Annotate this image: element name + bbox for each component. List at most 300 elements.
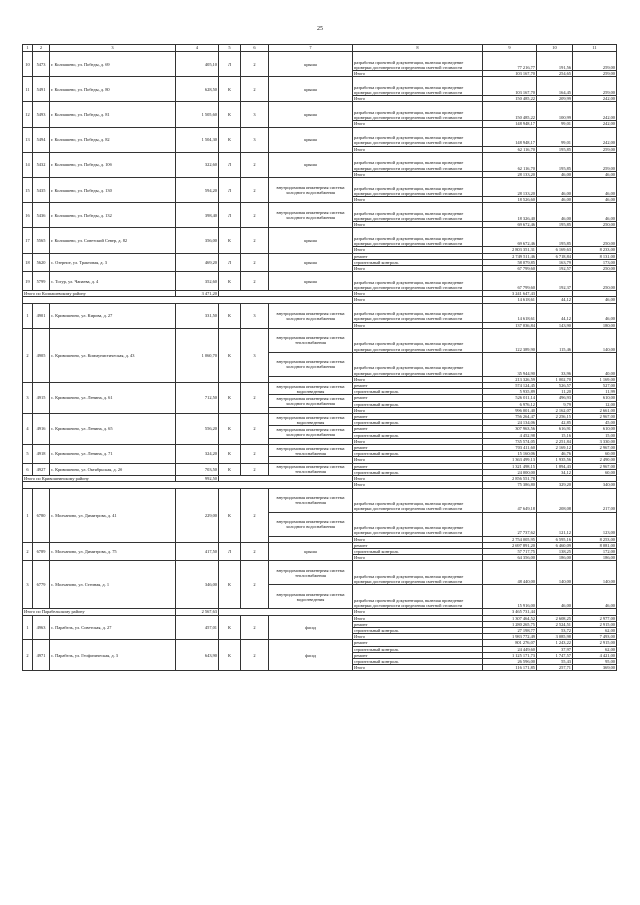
area: 324,20 bbox=[176, 445, 219, 464]
area: 457,01 bbox=[176, 615, 219, 640]
cost: 18 526,60 bbox=[483, 197, 537, 203]
element: крыша bbox=[269, 542, 353, 561]
limit-cost: 242,00 bbox=[573, 127, 617, 146]
cost: 75 386,80 bbox=[483, 482, 537, 488]
row-number: 18 bbox=[23, 253, 33, 272]
house-id: 4916 bbox=[33, 414, 50, 445]
limit-cost: 8 253,00 bbox=[573, 536, 617, 542]
unit-cost: 1 747,57 bbox=[537, 652, 573, 658]
work-type: ремонт bbox=[353, 395, 483, 401]
address: с. Кривошеино, ул. Ленина, д. 71 bbox=[50, 445, 176, 464]
limit-cost: 46,00 bbox=[573, 178, 617, 197]
element: внутридомовая инженерная система теплоснабжения bbox=[269, 488, 353, 512]
work-type: строительный контроль bbox=[353, 401, 483, 407]
col-header: 2 bbox=[33, 45, 50, 52]
house-id: 4915 bbox=[33, 383, 50, 414]
col-header: 6 bbox=[241, 45, 269, 52]
limit-cost: 250,00 bbox=[573, 228, 617, 247]
district-total-label: Итого по Кривошеинскому району bbox=[23, 476, 176, 482]
table-body bbox=[23, 52, 617, 671]
house-id: 4901 bbox=[33, 303, 50, 328]
area: 703,50 bbox=[176, 463, 219, 475]
unit-cost: 192,57 bbox=[537, 266, 573, 272]
limit-cost: 2 977,00 bbox=[573, 615, 617, 621]
house-id: 5565 bbox=[33, 228, 50, 253]
floors: 2 bbox=[241, 561, 269, 609]
work-type: строительный контроль bbox=[353, 451, 483, 457]
work-type: ремонт bbox=[353, 463, 483, 469]
address: с. Парабель, ул. Геофизическая, д. 3 bbox=[50, 640, 176, 671]
unit-cost: 46,00 bbox=[537, 203, 573, 222]
cost: 62 116,70 bbox=[483, 146, 537, 152]
area: 356,00 bbox=[176, 228, 219, 253]
limit-cost: 173,00 bbox=[573, 259, 617, 265]
cost: 28 133,20 bbox=[483, 178, 537, 197]
col-header: 11 bbox=[573, 45, 617, 52]
row-number: 17 bbox=[23, 228, 33, 253]
table-row bbox=[23, 203, 617, 222]
house-id: 5493 bbox=[33, 102, 50, 127]
work-type: строительный контроль bbox=[353, 658, 483, 664]
col-header: 7 bbox=[269, 45, 353, 52]
total-label: Итого bbox=[353, 482, 483, 488]
wall-material: Л bbox=[219, 203, 241, 228]
wall-material: К bbox=[219, 303, 241, 328]
limit-cost: 3 330,00 bbox=[573, 438, 617, 444]
wall-material: К bbox=[219, 488, 241, 542]
unit-cost: 99,01 bbox=[537, 121, 573, 127]
area: 628,50 bbox=[176, 77, 219, 102]
unit-cost: 1 002,70 bbox=[537, 376, 573, 382]
wall-material: К bbox=[219, 127, 241, 152]
floors: 2 bbox=[241, 615, 269, 640]
element: внутридомовая инженерная система водоотведения bbox=[269, 383, 353, 395]
unit-cost: 164,45 bbox=[537, 77, 573, 96]
work-type: разработка проектной документации, включая проведение проверки достоверности определения сметной стоимости bbox=[353, 228, 483, 247]
element: крыша bbox=[269, 52, 353, 77]
floors: 2 bbox=[241, 445, 269, 464]
wall-material: К bbox=[219, 445, 241, 464]
cost: 35 944,90 bbox=[483, 352, 537, 376]
limit-cost: 610,00 bbox=[573, 395, 617, 401]
wall-material: К bbox=[219, 228, 241, 253]
limit-cost: 123,00 bbox=[573, 512, 617, 536]
total-label: Итого bbox=[353, 96, 483, 102]
cost: 14 618,61 bbox=[483, 303, 537, 322]
work-type: строительный контроль bbox=[353, 646, 483, 652]
cost: 526 011,14 bbox=[483, 395, 537, 401]
limit-cost: 2 967,00 bbox=[573, 463, 617, 469]
unit-cost: 33,96 bbox=[537, 352, 573, 376]
cost: 122 389,90 bbox=[483, 328, 537, 352]
area: 229,00 bbox=[176, 488, 219, 542]
total-label: Итого bbox=[353, 438, 483, 444]
cost: 1 363 499,13 bbox=[483, 457, 537, 463]
area: 1 505,60 bbox=[176, 102, 219, 127]
work-type: разработка проектной документации, включая проведение проверки достоверности определения сметной стоимости bbox=[353, 328, 483, 352]
limit-cost: 46,00 bbox=[573, 171, 617, 177]
limit-cost: 12,00 bbox=[573, 401, 617, 407]
work-type: ремонт bbox=[353, 426, 483, 432]
table-row bbox=[23, 77, 617, 96]
limit-cost: 8 233,00 bbox=[573, 247, 617, 253]
unit-cost: 6 169,63 bbox=[537, 247, 573, 253]
unit-cost: 191,56 bbox=[537, 52, 573, 71]
work-type: разработка проектной документации, включая проведение проверки достоверности определения сметной стоимости bbox=[353, 152, 483, 171]
unit-cost: 254,65 bbox=[537, 71, 573, 77]
floors: 2 bbox=[241, 272, 269, 291]
cost: 1 125 171,73 bbox=[483, 652, 537, 658]
limit-cost: 2 967,00 bbox=[573, 414, 617, 420]
wall-material: К bbox=[219, 463, 241, 475]
work-type: ремонт bbox=[353, 542, 483, 548]
row-number: 1 bbox=[23, 615, 33, 640]
unit-cost: 496,93 bbox=[537, 395, 573, 401]
cost: 574 124,45 bbox=[483, 383, 537, 389]
floors: 3 bbox=[241, 328, 269, 382]
house-id: 4905 bbox=[33, 328, 50, 382]
wall-material: К bbox=[219, 414, 241, 445]
total-label: Итого bbox=[353, 615, 483, 621]
area: 398,40 bbox=[176, 203, 219, 228]
work-type: ремонт bbox=[353, 383, 483, 389]
table-row bbox=[23, 445, 617, 451]
cost: 996 001,40 bbox=[483, 407, 537, 413]
floors: 2 bbox=[241, 640, 269, 671]
house-id: 6780 bbox=[33, 488, 50, 542]
element: крыша bbox=[269, 102, 353, 127]
col-header: 5 bbox=[219, 45, 241, 52]
unit-cost: 138,25 bbox=[537, 548, 573, 554]
page-number: 25 bbox=[317, 26, 323, 32]
limit-cost: 46,00 bbox=[573, 297, 617, 303]
limit-cost: 46,00 bbox=[573, 303, 617, 322]
address: с. Кривошеино, ул. Ленина, д. 61 bbox=[50, 383, 176, 414]
cost: 26 596,00 bbox=[483, 658, 537, 664]
address: с. Кривошеино, ул. Ленина, д. 65 bbox=[50, 414, 176, 445]
wall-material: К bbox=[219, 102, 241, 127]
unit-cost: 1 935,56 bbox=[537, 457, 573, 463]
limit-cost: 62,00 bbox=[573, 627, 617, 633]
unit-cost: 46,00 bbox=[537, 171, 573, 177]
unit-cost: 34,12 bbox=[537, 469, 573, 475]
unit-cost: 209,99 bbox=[537, 96, 573, 102]
row-number: 5 bbox=[23, 445, 33, 464]
unit-cost: 9,79 bbox=[537, 401, 573, 407]
unit-cost: 115,46 bbox=[537, 328, 573, 352]
work-type: разработка проектной документации, включая проведение проверки достоверности определения сметной стоимости bbox=[353, 272, 483, 291]
unit-cost: 2 256,15 bbox=[537, 414, 573, 420]
work-type: строительный контроль bbox=[353, 389, 483, 395]
element: внутридомовая инженерная система холодного водоснабжения bbox=[269, 395, 353, 407]
work-type: ремонт bbox=[353, 253, 483, 259]
unit-cost: 44,12 bbox=[537, 303, 573, 322]
limit-cost: 242,00 bbox=[573, 121, 617, 127]
total-label: Итого bbox=[353, 555, 483, 561]
unit-cost: 186,00 bbox=[537, 555, 573, 561]
district-area: 2 567,63 bbox=[176, 609, 219, 615]
work-type: ремонт bbox=[353, 621, 483, 627]
cost: 47 649,18 bbox=[483, 488, 537, 512]
address: с. Тогур, ул. Чапаева, д. 4 bbox=[50, 272, 176, 291]
work-type: строительный контроль bbox=[353, 432, 483, 438]
limit-cost: 180,00 bbox=[573, 322, 617, 328]
area: 331,50 bbox=[176, 303, 219, 328]
unit-cost: 329,20 bbox=[537, 482, 573, 488]
work-type: разработка проектной документации, включая проведение проверки достоверности определения сметной стоимости bbox=[353, 203, 483, 222]
unit-cost: 1 243,22 bbox=[537, 640, 573, 646]
floors: 2 bbox=[241, 253, 269, 272]
wall-material: Л bbox=[219, 52, 241, 77]
limit-cost: 140,00 bbox=[573, 561, 617, 585]
district-total-label: Итого по Колпашевскому району bbox=[23, 291, 176, 297]
cost: 1 983 772,49 bbox=[483, 634, 537, 640]
element: внутридомовая инженерная система водоотведения bbox=[269, 585, 353, 609]
limit-cost: 40,00 bbox=[573, 352, 617, 376]
unit-cost: 195,85 bbox=[537, 146, 573, 152]
cost: 735 574,05 bbox=[483, 438, 537, 444]
limit-cost: 259,00 bbox=[573, 146, 617, 152]
row-number: 19 bbox=[23, 272, 33, 291]
floors: 2 bbox=[241, 178, 269, 203]
limit-cost: 250,00 bbox=[573, 272, 617, 291]
row-number: 10 bbox=[23, 52, 33, 77]
limit-cost: 242,00 bbox=[573, 96, 617, 102]
cost: 116 171,85 bbox=[483, 665, 537, 671]
floors: 3 bbox=[241, 127, 269, 152]
table-row bbox=[23, 488, 617, 512]
row-number: 4 bbox=[23, 414, 33, 445]
house-id: 5432 bbox=[33, 152, 50, 177]
address: г. Колпашево, ул. Победы, д. 81 bbox=[50, 102, 176, 127]
house-id: 5436 bbox=[33, 203, 50, 228]
wall-material: Л bbox=[219, 178, 241, 203]
element: внутридомовая инженерная система водоотведения bbox=[269, 414, 353, 426]
total-label: Итого bbox=[353, 297, 483, 303]
total-label: Итого bbox=[353, 634, 483, 640]
limit-cost: 95,00 bbox=[573, 658, 617, 664]
cost: 1 307 464,52 bbox=[483, 615, 537, 621]
area: 712,50 bbox=[176, 383, 219, 414]
limit-cost: 4 421,00 bbox=[573, 652, 617, 658]
work-type: ремонт bbox=[353, 640, 483, 646]
table-row bbox=[23, 303, 617, 322]
work-type: разработка проектной документации, включая проведение проверки достоверности определения сметной стоимости bbox=[353, 102, 483, 121]
wall-material: К bbox=[219, 640, 241, 671]
element: внутридомовая инженерная система холодного водоснабжения bbox=[269, 426, 353, 438]
col-header: 3 bbox=[50, 45, 176, 52]
cost: 62 116,70 bbox=[483, 152, 537, 171]
wall-material: К bbox=[219, 615, 241, 640]
element: крыша bbox=[269, 127, 353, 152]
element: внутридомовая инженерная система теплоснабжения bbox=[269, 561, 353, 585]
work-type: разработка проектной документации, включая проведение проверки достоверности определения сметной стоимости bbox=[353, 488, 483, 512]
cost: 18 326,40 bbox=[483, 203, 537, 222]
table-row bbox=[23, 52, 617, 71]
wall-material: Л bbox=[219, 542, 241, 561]
total-label: Итого bbox=[353, 146, 483, 152]
floors: 2 bbox=[241, 203, 269, 228]
work-type: разработка проектной документации, включая проведение проверки достоверности определения сметной стоимости bbox=[353, 303, 483, 322]
floors: 2 bbox=[241, 383, 269, 414]
limit-cost: 259,00 bbox=[573, 71, 617, 77]
area: 643,90 bbox=[176, 640, 219, 671]
table-row bbox=[23, 561, 617, 585]
limit-cost: 186,00 bbox=[573, 555, 617, 561]
address: г. Колпашево, ул. Победы, д. 130 bbox=[50, 178, 176, 203]
row-number: 13 bbox=[23, 127, 33, 152]
area: 352,60 bbox=[176, 272, 219, 291]
limit-cost: 610,00 bbox=[573, 426, 617, 432]
limit-cost: 7 493,00 bbox=[573, 634, 617, 640]
row-number: 16 bbox=[23, 203, 33, 228]
cost: 24 449,60 bbox=[483, 646, 537, 652]
house-id: 5491 bbox=[33, 77, 50, 102]
cost: 2 856 551,78 bbox=[483, 476, 537, 482]
floors: 2 bbox=[241, 542, 269, 561]
work-type: строительный контроль bbox=[353, 420, 483, 426]
row-number: 2 bbox=[23, 542, 33, 561]
table-row bbox=[23, 178, 617, 197]
wall-material: К bbox=[219, 272, 241, 291]
unit-cost: 6 718,84 bbox=[537, 253, 573, 259]
unit-cost: 526,57 bbox=[537, 383, 573, 389]
cost: 24 000,00 bbox=[483, 469, 537, 475]
cost: 15 916,00 bbox=[483, 585, 537, 609]
cost: 5 935,89 bbox=[483, 389, 537, 395]
address: с. Кривошеино, ул. Октябрьская, д. 2б bbox=[50, 463, 176, 475]
unit-cost: 163,79 bbox=[537, 259, 573, 265]
address: с. Кривошеино, ул. Кирова, д. 27 bbox=[50, 303, 176, 328]
element: внутридомовая инженерная система холодного водоснабжения bbox=[269, 178, 353, 203]
work-type: ремонт bbox=[353, 445, 483, 451]
unit-cost: 53,72 bbox=[537, 627, 573, 633]
element: внутридомовая инженерная система холодного водоснабжения bbox=[269, 512, 353, 536]
cost: 148 948,17 bbox=[483, 121, 537, 127]
house-id: 5435 bbox=[33, 178, 50, 203]
work-type: строительный контроль bbox=[353, 469, 483, 475]
cost: 69 672,46 bbox=[483, 222, 537, 228]
limit-cost: 259,00 bbox=[573, 77, 617, 96]
total-label: Итого bbox=[353, 266, 483, 272]
house-id: 4918 bbox=[33, 445, 50, 464]
cost: 307 963,56 bbox=[483, 426, 537, 432]
house-id: 4971 bbox=[33, 640, 50, 671]
limit-cost: 46,00 bbox=[573, 197, 617, 203]
unit-cost: 15,16 bbox=[537, 432, 573, 438]
element: крыша bbox=[269, 228, 353, 253]
wall-material: К bbox=[219, 561, 241, 609]
limit-cost: 46,00 bbox=[573, 585, 617, 609]
table-row bbox=[23, 228, 617, 247]
district-area: 3 471,20 bbox=[176, 291, 219, 297]
area: 556,20 bbox=[176, 414, 219, 445]
row-number: 6 bbox=[23, 463, 33, 475]
floors: 2 bbox=[241, 52, 269, 77]
unit-cost: 616,91 bbox=[537, 426, 573, 432]
limit-cost: 242,00 bbox=[573, 102, 617, 121]
house-id: 6789 bbox=[33, 542, 50, 561]
cost: 4 452,98 bbox=[483, 432, 537, 438]
cost: 801 276,07 bbox=[483, 640, 537, 646]
area: 594,20 bbox=[176, 178, 219, 203]
unit-cost: 195,85 bbox=[537, 222, 573, 228]
limit-cost: 2 490,00 bbox=[573, 457, 617, 463]
row-number: 1 bbox=[23, 303, 33, 328]
unit-cost: 2 608,25 bbox=[537, 615, 573, 621]
unit-cost: 46,00 bbox=[537, 197, 573, 203]
work-type: строительный контроль bbox=[353, 627, 483, 633]
house-id: 5799 bbox=[33, 272, 50, 291]
col-header: 4 bbox=[176, 45, 219, 52]
address: г. Колпашево, ул. Победы, д. 80 bbox=[50, 77, 176, 102]
table-row bbox=[23, 253, 617, 259]
unit-cost: 3 085,98 bbox=[537, 634, 573, 640]
floors: 2 bbox=[241, 228, 269, 253]
limit-cost: 250,00 bbox=[573, 266, 617, 272]
unit-cost: 195,85 bbox=[537, 152, 573, 171]
total-label: Итого bbox=[353, 171, 483, 177]
area: 417,50 bbox=[176, 542, 219, 561]
cost: 150 485,22 bbox=[483, 96, 537, 102]
address: г. Колпашево, ул. Победы, д. 10б bbox=[50, 152, 176, 177]
unit-cost: 257,71 bbox=[537, 665, 573, 671]
cost: 77 216,77 bbox=[483, 52, 537, 71]
unit-cost: 143,90 bbox=[537, 322, 573, 328]
limit-cost: 62,00 bbox=[573, 646, 617, 652]
unit-cost: 192,37 bbox=[537, 272, 573, 291]
unit-cost: 2 169,12 bbox=[537, 445, 573, 451]
limit-cost: 60,00 bbox=[573, 451, 617, 457]
work-type: разработка проектной документации, включая проведение проверки достоверности определения сметной стоимости bbox=[353, 127, 483, 146]
unit-cost: 1 894,43 bbox=[537, 463, 573, 469]
work-type: разработка проектной документации, включая проведение проверки достоверности определения сметной стоимости bbox=[353, 585, 483, 609]
table-row bbox=[23, 542, 617, 548]
address: с. Парабель, ул. Советская, д. 27 bbox=[50, 615, 176, 640]
table-row bbox=[23, 102, 617, 121]
unit-cost: 11,20 bbox=[537, 389, 573, 395]
address: с. Молчаново, ул. Димитрова, д. 75 bbox=[50, 542, 176, 561]
house-id: 5473 bbox=[33, 52, 50, 77]
total-label: Итого bbox=[353, 291, 483, 297]
element: фасад bbox=[269, 615, 353, 640]
limit-cost: 259,00 bbox=[573, 152, 617, 171]
limit-cost: 60,00 bbox=[573, 469, 617, 475]
col-header: 10 bbox=[537, 45, 573, 52]
wall-material: К bbox=[219, 77, 241, 102]
wall-material: Л bbox=[219, 152, 241, 177]
col-header: 9 bbox=[483, 45, 537, 52]
element: внутридомовая инженерная система теплоснабжения bbox=[269, 328, 353, 352]
total-label: Итого bbox=[353, 476, 483, 482]
total-label: Итого bbox=[353, 121, 483, 127]
element: фасад bbox=[269, 640, 353, 671]
address: с. Озерное, ул. Трактовая, д. 3 bbox=[50, 253, 176, 272]
element: внутридомовая инженерная система холодного водоснабжения bbox=[269, 303, 353, 328]
total-label: Итого bbox=[353, 376, 483, 382]
unit-cost: 2 524,51 bbox=[537, 621, 573, 627]
cost: 103 167,70 bbox=[483, 77, 537, 96]
address: г. Колпашево, ул. Победы, д. 132 bbox=[50, 203, 176, 228]
unit-cost: 2 162,07 bbox=[537, 407, 573, 413]
cost: 67 799,60 bbox=[483, 266, 537, 272]
cost: 703 411,60 bbox=[483, 445, 537, 451]
cost: 103 167,70 bbox=[483, 71, 537, 77]
row-number: 3 bbox=[23, 561, 33, 609]
unit-cost: 6 460,09 bbox=[537, 542, 573, 548]
area: 1 060,70 bbox=[176, 328, 219, 382]
row-number: 2 bbox=[23, 640, 33, 671]
